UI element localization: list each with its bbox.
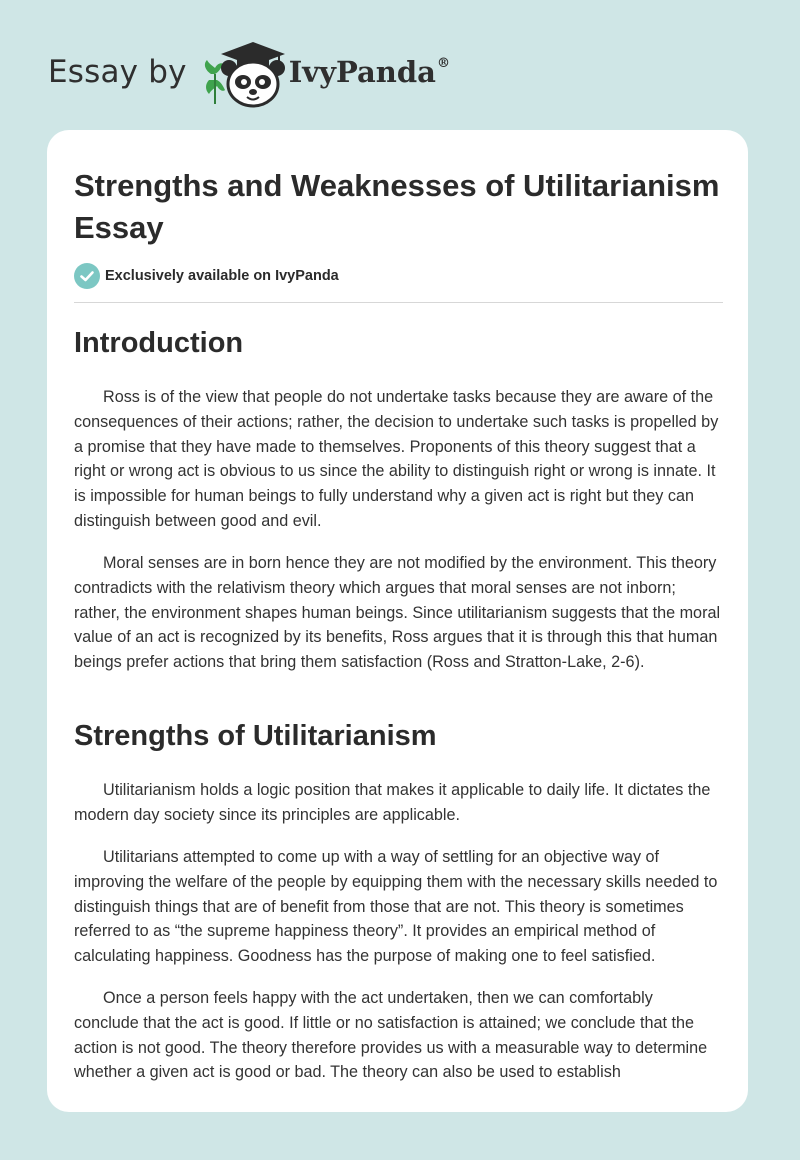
check-circle-icon xyxy=(74,263,100,289)
brand-name: IvyPanda® xyxy=(288,54,450,89)
title-divider xyxy=(74,302,723,303)
brand-prefix: Essay by xyxy=(48,53,187,90)
badge-text: Exclusively available on IvyPanda xyxy=(105,268,339,284)
panda-mascot-icon xyxy=(199,34,287,110)
essay-card xyxy=(47,130,748,1112)
exclusive-badge xyxy=(74,263,339,289)
section-heading-strengths: Strengths of Utilitarianism xyxy=(74,720,437,752)
section-heading-introduction: Introduction xyxy=(74,327,244,359)
paragraph: Utilitarianism holds a logic position that makes it applicable to daily life. It dictates the modern day society since its principles are applicable. xyxy=(74,781,711,824)
paragraph: Once a person feels happy with the act undertaken, then we can comfortably conclude that the act is good. If little or no satisfaction is attained; we conclude that the action is not good. The theory therefore provides us with a measurable way to determine whether a given act is good or bad. The theory can also be used to establish xyxy=(74,989,708,1082)
paragraph: Ross is of the view that people do not undertake tasks because they are aware of the consequences of their actions; rather, the decision to undertake such tasks is propelled by a promise that they have made to themselves. Proponents of this theory suggest that a right or wrong act is obvious to us since the ability to distinguish right or wrong is innate. It is impossible for human beings to fully understand why a given act is right but they can distinguish between good and evil. xyxy=(74,388,719,530)
essay-title: Strengths and Weaknesses of Utilitarianism Essay xyxy=(74,168,720,245)
paragraph: Moral senses are in born hence they are not modified by the environment. This theory contradicts with the relativism theory which argues that moral senses are not inborn; rather, the environment shapes human beings. Since utilitarianism suggests that the moral value of an act is recognized by its benefits, Ross argues that it is through this that human beings prefer actions that bring them satisfaction (Ross and Stratton-Lake, 2-6). xyxy=(74,554,721,672)
site-brand[interactable] xyxy=(48,34,450,110)
paragraph: Utilitarians attempted to come up with a way of settling for an objective way of improving the welfare of the people by equipping them with the necessary skills needed to distinguish things that are of benefit from those that are not. This theory is sometimes referred to as “the supreme happiness theory”. It provides an empirical method of calculating happiness. Goodness has the purpose of making one to feel satisfied. xyxy=(74,848,718,966)
registered-mark: ® xyxy=(436,55,450,71)
